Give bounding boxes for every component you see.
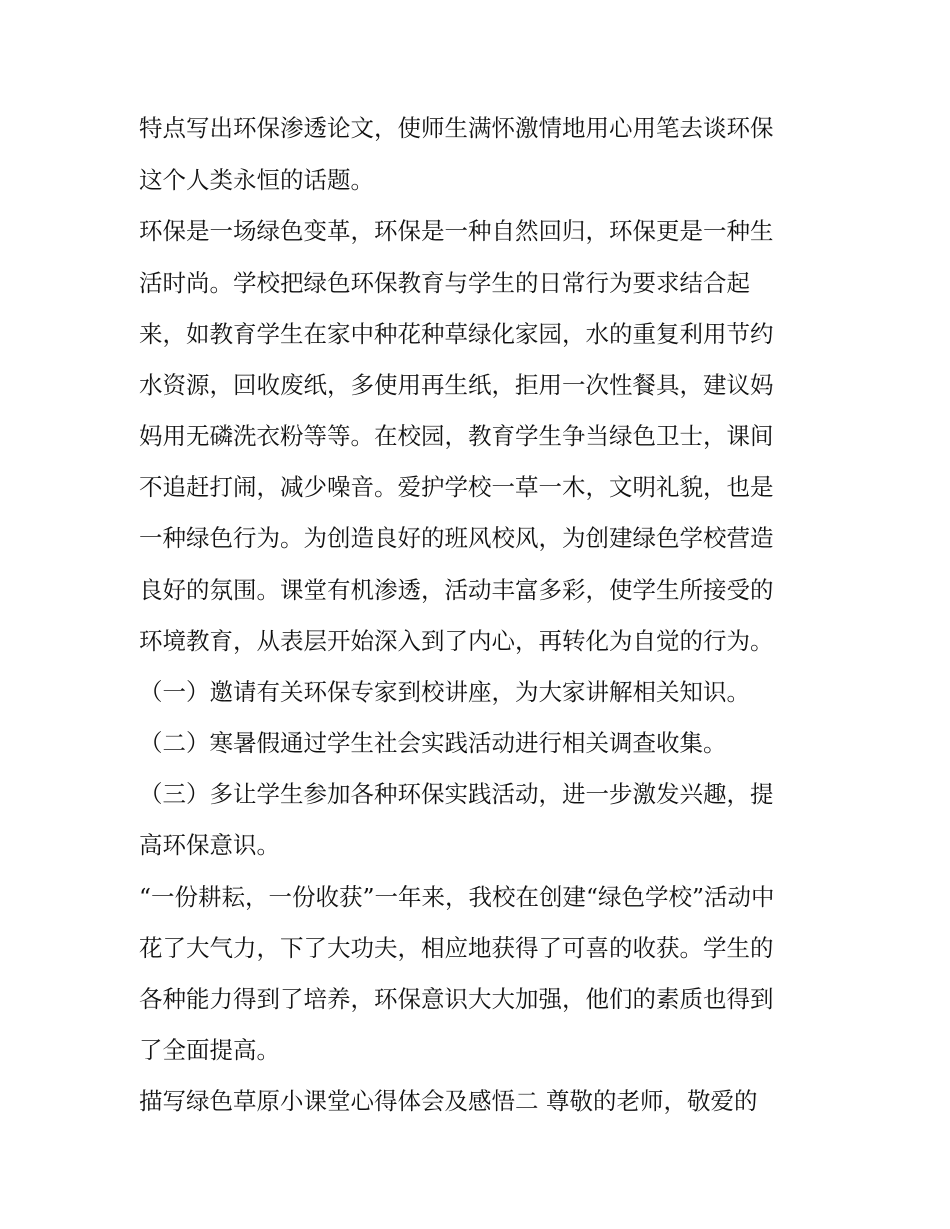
text-line: 来，如教育学生在家中种花种草绿化家园，水的重复利用节约 [139, 320, 774, 348]
text-line: 活时尚。学校把绿色环保教育与学生的日常行为要求结合起 [139, 269, 750, 297]
text-line: （二）寒暑假通过学生社会实践活动进行相关调查收集。 [139, 729, 727, 757]
text-line: 环保是一场绿色变革，环保是一种自然回归，环保更是一种生 [139, 217, 774, 245]
text-line: 特点写出环保渗透论文，使师生满怀激情地用心用笔去谈环保 [139, 114, 774, 142]
text-line: “一份耕耘，一份收获”一年来，我校在创建“绿色学校”活动中 [139, 883, 775, 911]
text-line: （一）邀请有关环保专家到校讲座，为大家讲解相关知识。 [139, 678, 750, 706]
text-line: 良好的氛围。课堂有机渗透，活动丰富多彩，使学生所接受的 [139, 576, 774, 604]
text-line: 高环保意识。 [139, 831, 280, 859]
text-line: 这个人类永恒的话题。 [139, 166, 374, 194]
text-line: 一种绿色行为。为创造良好的班风校风，为创建绿色学校营造 [139, 524, 774, 552]
text-line: 妈用无磷洗衣粉等等。在校园，教育学生争当绿色卫士，课间 [139, 422, 774, 450]
text-line: 水资源，回收废纸，多使用再生纸，拒用一次性餐具，建议妈 [139, 371, 774, 399]
text-line: 环境教育，从表层开始深入到了内心，再转化为自觉的行为。 [139, 627, 774, 655]
text-line: 各种能力得到了培养，环保意识大大加强，他们的素质也得到 [139, 985, 774, 1013]
text-line: 花了大气力，下了大功夫，相应地获得了可喜的收获。学生的 [139, 934, 774, 962]
text-line: 不追赶打闹，减少噪音。爱护学校一草一木，文明礼貌，也是 [139, 473, 774, 501]
text-line: 了全面提高。 [139, 1036, 280, 1064]
text-line: （三）多让学生参加各种环保实践活动，进一步激发兴趣，提 [139, 780, 774, 808]
text-line: 描写绿色草原小课堂心得体会及感悟二 尊敬的老师，敬爱的 [139, 1087, 758, 1115]
